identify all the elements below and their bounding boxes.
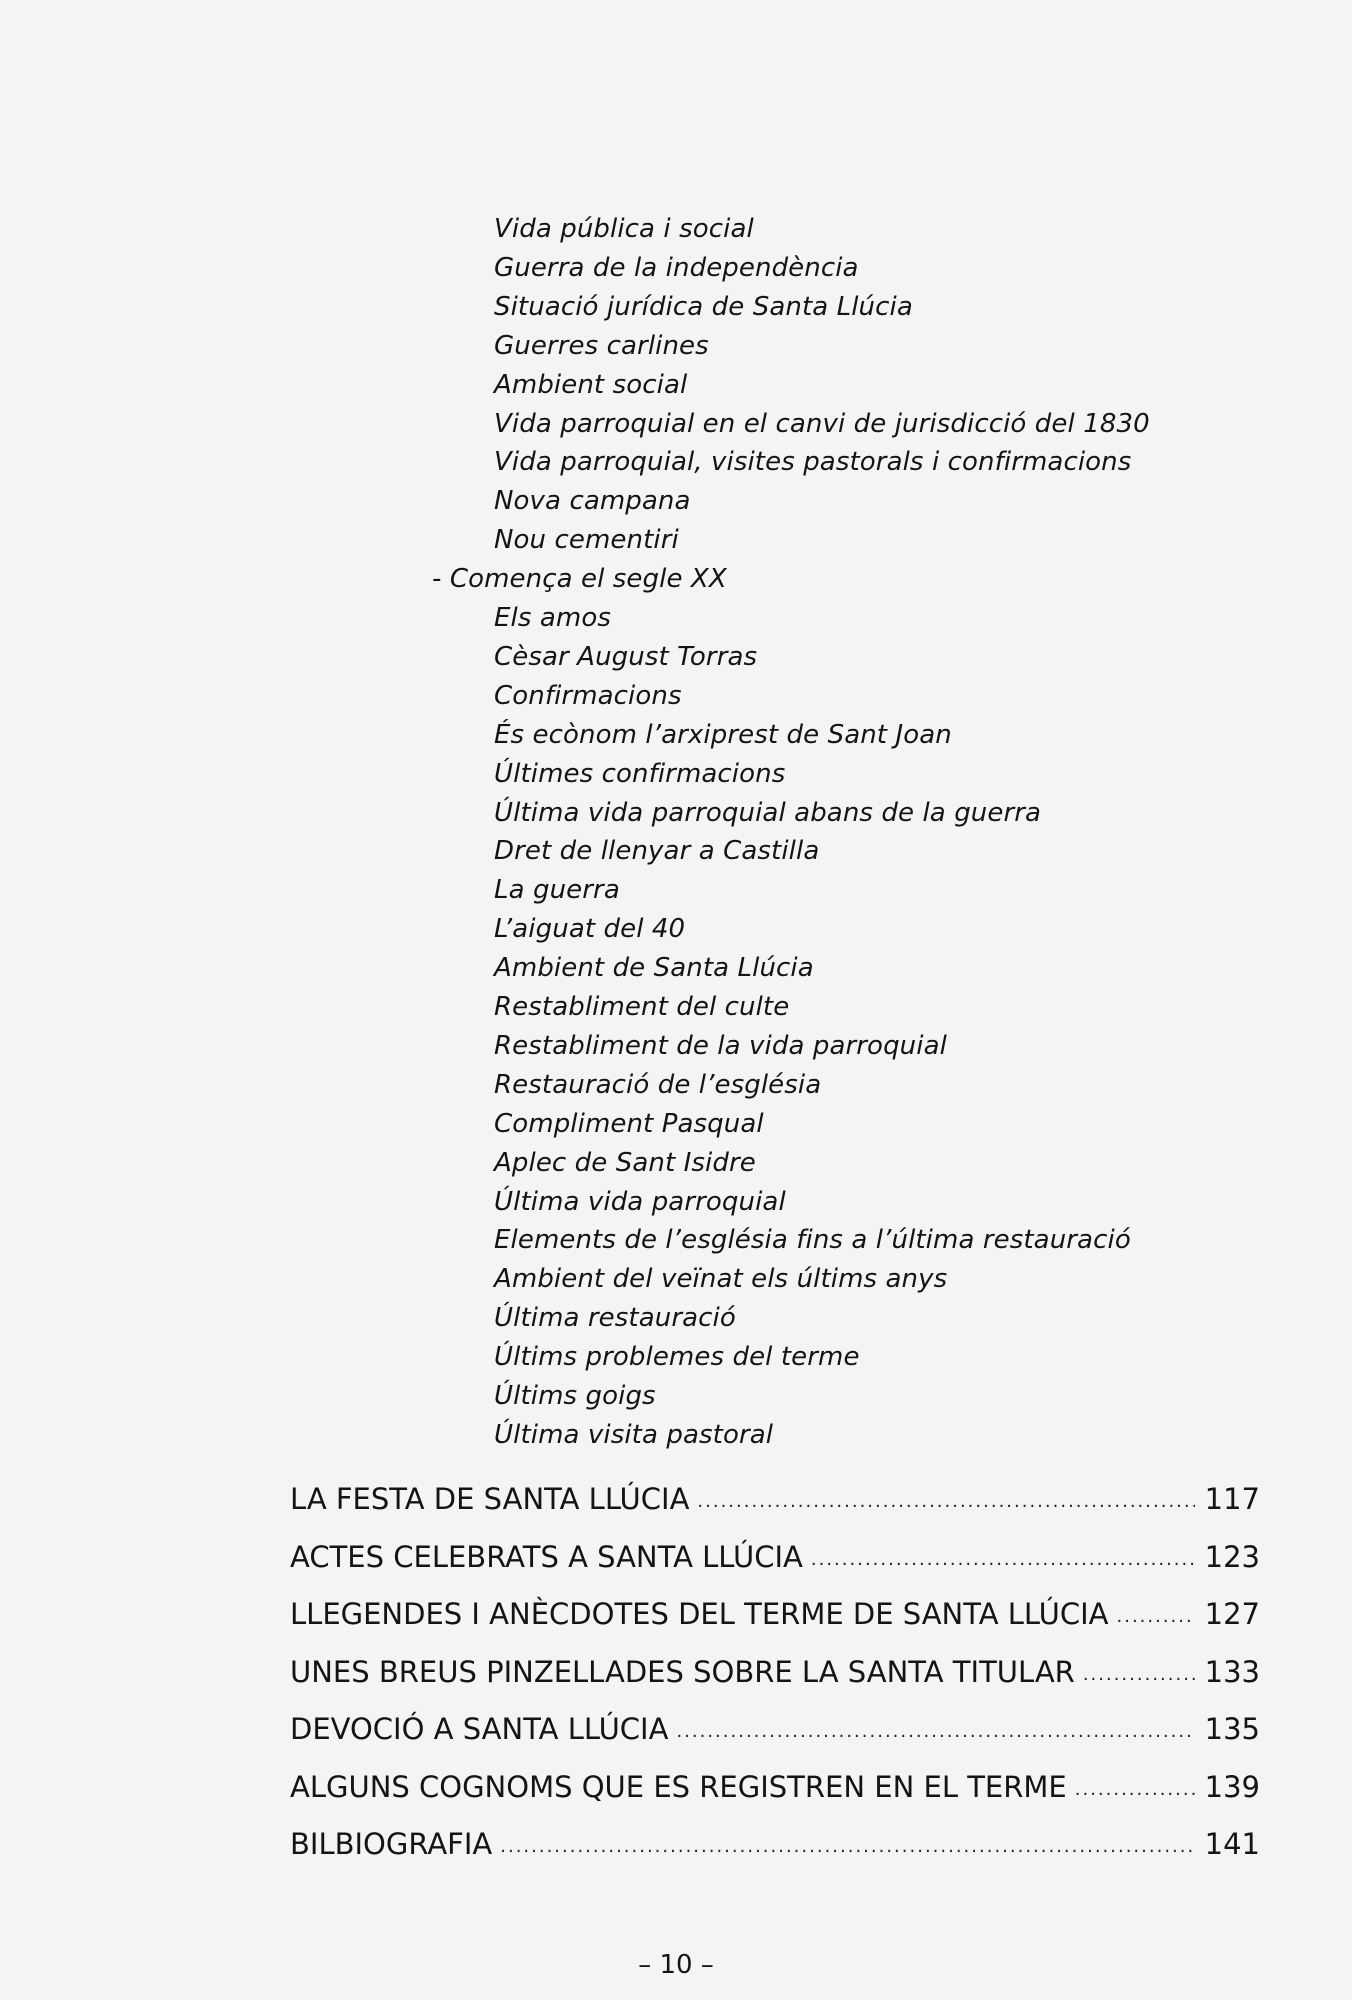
subsection-item: Ambient de Santa Llúcia <box>494 953 814 983</box>
subsection-item: Última vida parroquial abans de la guerra <box>494 798 1042 828</box>
subsection-item: Restabliment del culte <box>494 992 790 1022</box>
dot-leader <box>500 1824 1194 1870</box>
subsection-item: Aplec de Sant Isidre <box>494 1148 756 1178</box>
subsection-item: Última visita pastoral <box>494 1420 774 1450</box>
subsection-item: Vida pública i social <box>494 214 754 244</box>
subsection-item: La guerra <box>494 875 620 905</box>
toc-entry <box>290 1821 1260 1867</box>
subsection-item: Nou cementiri <box>494 525 679 555</box>
dot-leader <box>811 1537 1195 1583</box>
subsection-item: Nova campana <box>494 486 691 516</box>
dot-leader <box>697 1479 1194 1525</box>
subsection-item: Els amos <box>494 603 611 633</box>
subsection-item: Cèsar August Torras <box>494 642 758 672</box>
toc-entry-page: 133 <box>1204 1655 1260 1689</box>
toc-entry <box>290 1476 1260 1522</box>
subsection-item: Compliment Pasqual <box>494 1109 764 1139</box>
toc-entry-title: LLEGENDES I ANÈCDOTES DEL TERME DE SANTA LLÚCIA <box>290 1597 1109 1631</box>
toc-entry <box>290 1706 1260 1752</box>
toc-entry-title: DEVOCIÓ A SANTA LLÚCIA <box>290 1712 669 1746</box>
dot-leader <box>1075 1767 1195 1813</box>
subsection-item: Restabliment de la vida parroquial <box>494 1031 947 1061</box>
page-number: – 10 – <box>638 1950 714 1980</box>
subsection-item: Última vida parroquial <box>494 1187 786 1217</box>
toc-entry <box>290 1534 1260 1580</box>
subsection-item: Elements de l’església fins a l’última restauració <box>494 1225 1131 1255</box>
subsection-item: Confirmacions <box>494 681 682 711</box>
subsection-item: - Comença el segle XX <box>432 564 727 594</box>
subsection-item: Guerres carlines <box>494 331 709 361</box>
toc-entry-page: 141 <box>1204 1827 1260 1861</box>
subsection-item: Vida parroquial, visites pastorals i confirmacions <box>494 447 1132 477</box>
subsection-item: Guerra de la independència <box>494 253 859 283</box>
subsection-item: Últims problemes del terme <box>494 1342 860 1372</box>
toc-entry-title: ACTES CELEBRATS A SANTA LLÚCIA <box>290 1540 803 1574</box>
subsection-item: L’aiguat del 40 <box>494 914 686 944</box>
toc-entry-page: 139 <box>1204 1770 1260 1804</box>
toc-entry-title: ALGUNS COGNOMS QUE ES REGISTREN EN EL TERME <box>290 1770 1067 1804</box>
toc-entry-page: 127 <box>1204 1597 1260 1631</box>
subsection-item: Últimes confirmacions <box>494 759 786 789</box>
subsection-item: Últims goigs <box>494 1381 656 1411</box>
dot-leader <box>1083 1652 1195 1698</box>
toc-entry-title: BILBIOGRAFIA <box>290 1827 493 1861</box>
subsection-item: Vida parroquial en el canvi de jurisdicció del 1830 <box>494 409 1150 439</box>
subsection-item: Dret de llenyar a Castilla <box>494 836 820 866</box>
subsection-item: Situació jurídica de Santa Llúcia <box>494 292 913 322</box>
toc-entry <box>290 1649 1260 1695</box>
toc-entry <box>290 1764 1260 1810</box>
subsection-item: Ambient del veïnat els últims anys <box>494 1264 948 1294</box>
subsection-item: Restauració de l’església <box>494 1070 822 1100</box>
dot-leader <box>1117 1594 1195 1640</box>
subsection-item: Ambient social <box>494 370 688 400</box>
subsection-item: Última restauració <box>494 1303 736 1333</box>
toc-entry-page: 117 <box>1204 1482 1260 1516</box>
toc-entry-title: UNES BREUS PINZELLADES SOBRE LA SANTA TITULAR <box>290 1655 1075 1689</box>
dot-leader <box>676 1709 1194 1755</box>
toc-entry <box>290 1591 1260 1637</box>
subsection-item: És ecònom l’arxiprest de Sant Joan <box>494 720 952 750</box>
toc-entry-title: LA FESTA DE SANTA LLÚCIA <box>290 1482 690 1516</box>
toc-entry-page: 123 <box>1204 1540 1260 1574</box>
toc-entry-page: 135 <box>1204 1712 1260 1746</box>
